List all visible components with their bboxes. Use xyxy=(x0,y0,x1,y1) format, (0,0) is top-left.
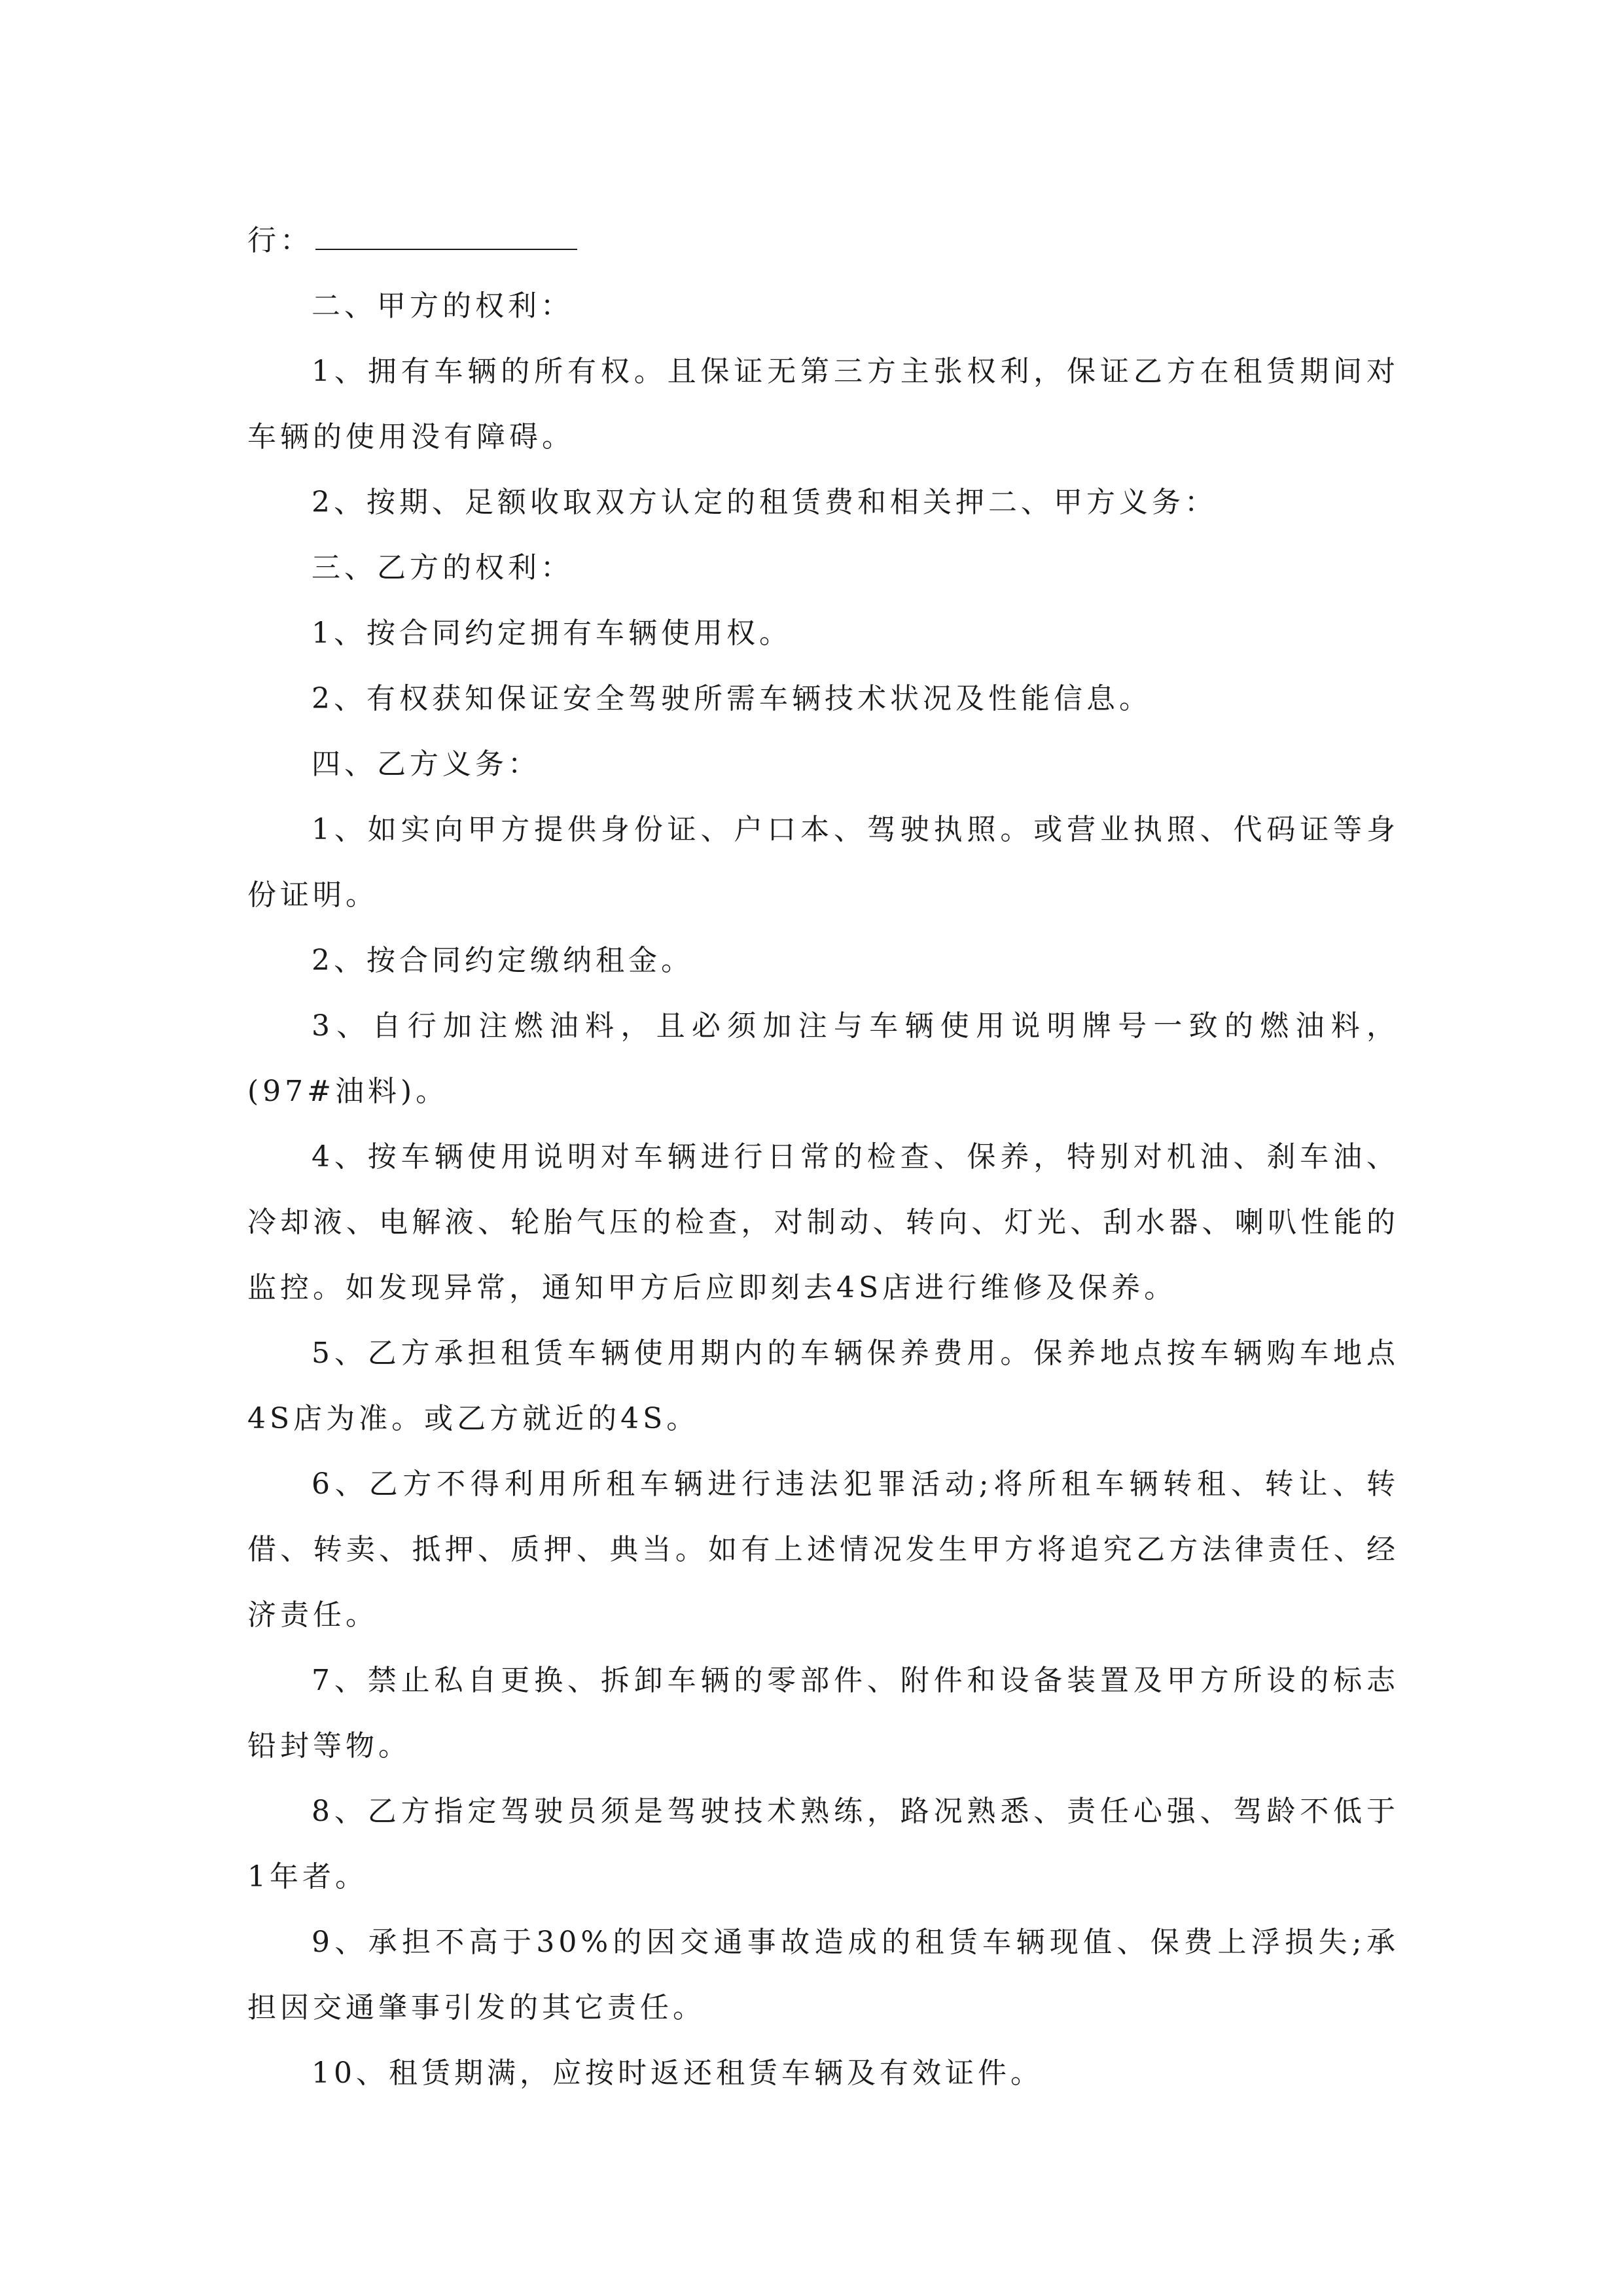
first-line-text: 行： xyxy=(247,224,313,257)
paragraph-b-obligation-6: 6、乙方不得利用所租车辆进行违法犯罪活动;将所租车辆转租、转让、转借、转卖、抵押、质押、典当。如有上述情况发生甲方将追究乙方法律责任、经济责任。 xyxy=(247,1467,1399,1632)
paragraph-b-rights-2: 2、有权获知保证安全驾驶所需车辆技术状况及性能信息。 xyxy=(312,682,1152,715)
paragraph-b-obligation-1: 1、如实向甲方提供身份证、户口本、驾驶执照。或营业执照、代码证等身份证明。 xyxy=(247,813,1399,912)
heading-party-b-rights: 三、乙方的权利： xyxy=(312,551,573,584)
document-body xyxy=(247,208,1399,2106)
heading-party-a-rights: 二、甲方的权利： xyxy=(312,289,573,323)
blank-underline xyxy=(315,225,577,250)
paragraph-b-obligation-9: 9、承担不高于30%的因交通事故造成的租赁车辆现值、保费上浮损失;承担因交通肇事引发的其它责任。 xyxy=(247,1926,1399,2024)
paragraph-a-rights-2: 2、按期、足额收取双方认定的租赁费和相关押二、甲方义务： xyxy=(312,486,1217,519)
paragraph-b-obligation-2: 2、按合同约定缴纳租金。 xyxy=(312,944,694,977)
paragraph-b-obligation-10: 10、租赁期满，应按时返还租赁车辆及有效证件。 xyxy=(312,2056,1043,2090)
paragraph-b-obligation-7: 7、禁止私自更换、拆卸车辆的零部件、附件和设备装置及甲方所设的标志铅封等物。 xyxy=(247,1664,1399,1763)
paragraph-a-rights-1: 1、拥有车辆的所有权。且保证无第三方主张权利，保证乙方在租赁期间对车辆的使用没有障碍。 xyxy=(247,355,1399,454)
paragraph-b-obligation-5: 5、乙方承担租赁车辆使用期内的车辆保养费用。保养地点按车辆购车地点4S店为准。或乙方就近的4S。 xyxy=(247,1336,1399,1435)
paragraph-b-obligation-4: 4、按车辆使用说明对车辆进行日常的检查、保养，特别对机油、刹车油、冷却液、电解液、轮胎气压的检查，对制动、转向、灯光、刮水器、喇叭性能的监控。如发现异常，通知甲方后应即刻去4S店进行维修及保养。 xyxy=(247,1140,1399,1304)
paragraph-b-rights-1: 1、按合同约定拥有车辆使用权。 xyxy=(312,617,792,650)
paragraph-b-obligation-8: 8、乙方指定驾驶员须是驾驶技术熟练，路况熟悉、责任心强、驾龄不低于1年者。 xyxy=(247,1795,1399,1893)
paragraph-b-obligation-3: 3、自行加注燃油料，且必须加注与车辆使用说明牌号一致的燃油料，(97#油料)。 xyxy=(247,1009,1399,1108)
paragraph-first-line xyxy=(247,208,1399,274)
heading-party-b-obligations: 四、乙方义务： xyxy=(312,747,541,781)
